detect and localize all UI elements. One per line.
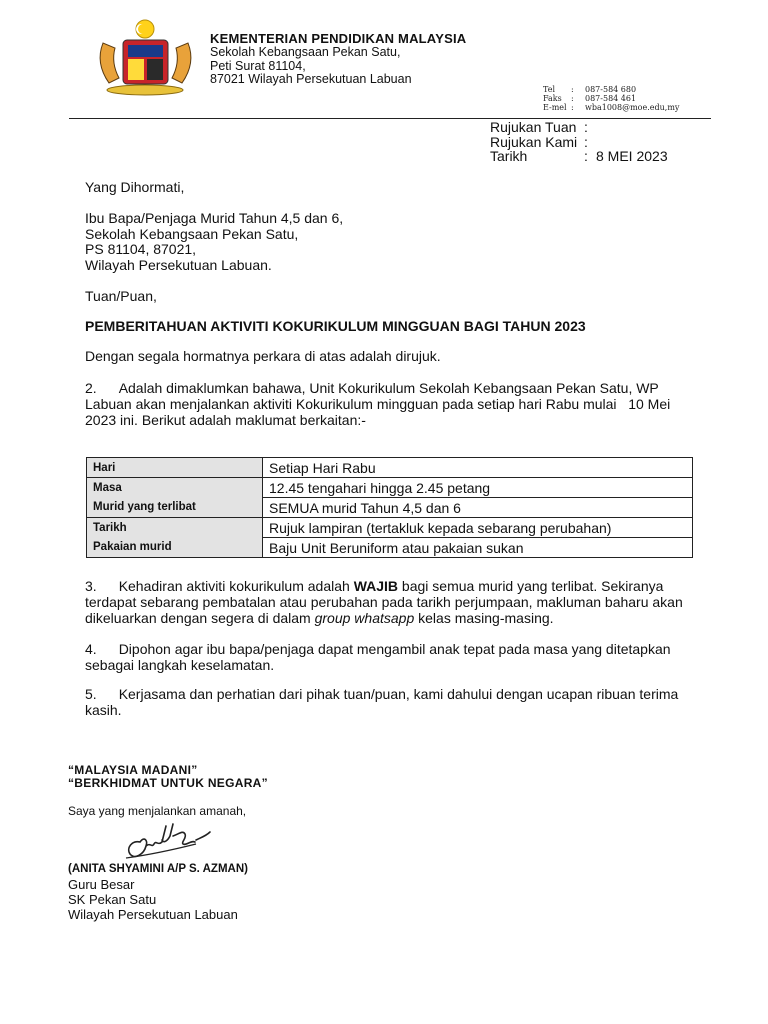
- contact-tel-label: Tel: [543, 85, 556, 94]
- table-value: Setiap Hari Rabu: [263, 458, 693, 478]
- para-line: 2023 ini. Berikut adalah maklumat berkaitan:-: [85, 412, 366, 428]
- slogan-malaysia-madani: “MALAYSIA MADANI”: [68, 763, 198, 777]
- table-row: [87, 518, 693, 538]
- table-row: [87, 498, 693, 518]
- paragraph-1: Dengan segala hormatnya perkara di atas adalah dirujuk.: [85, 348, 441, 364]
- para-line: Adalah dimaklumkan bahawa, Unit Kokurikulum Sekolah Kebangsaan Pekan Satu, WP: [118, 380, 659, 396]
- salutation: Yang Dihormati,: [85, 179, 185, 195]
- rujukan-tuan-label: Rujukan Tuan: [490, 119, 577, 135]
- signatory-title: Wilayah Persekutuan Labuan: [68, 907, 238, 922]
- slogan-berkhidmat: “BERKHIDMAT UNTUK NEGARA”: [68, 776, 268, 790]
- school-address-line: 87021 Wilayah Persekutuan Labuan: [210, 72, 412, 86]
- signatory-title: Guru Besar: [68, 877, 135, 892]
- paragraph-2: [85, 380, 690, 428]
- greeting: Tuan/Puan,: [85, 288, 157, 304]
- signatory-name: (ANITA SHYAMINI A/P S. AZMAN): [68, 863, 248, 875]
- handwritten-signature: [118, 818, 213, 864]
- contact-faks: 087-584 461: [585, 94, 637, 103]
- para-line: Labuan akan menjalankan aktiviti Kokurikulum mingguan pada setiap hari Rabu mulai 10 Mei: [85, 396, 671, 412]
- group-whatsapp-italic: group whatsapp: [314, 610, 415, 626]
- recipient-line: Ibu Bapa/Penjaga Murid Tahun 4,5 dan 6,: [85, 210, 344, 226]
- school-address-line: Sekolah Kebangsaan Pekan Satu,: [210, 45, 401, 59]
- table-key: Pakaian murid: [87, 538, 263, 558]
- para-line: Dipohon agar ibu bapa/penjaga dapat mengambil anak tepat pada masa yang ditetapkan: [118, 641, 671, 657]
- table-value: Baju Unit Beruniform atau pakaian sukan: [263, 538, 693, 558]
- tarikh-value: 8 MEI 2023: [596, 148, 668, 164]
- para-line: kasih.: [85, 702, 122, 718]
- letter-subject: PEMBERITAHUAN AKTIVITI KOKURIKULUM MINGGUAN BAGI TAHUN 2023: [85, 318, 586, 334]
- recipient-line: Sekolah Kebangsaan Pekan Satu,: [85, 226, 299, 242]
- contact-email-label: E-mel: [543, 103, 567, 112]
- para-number: 3.: [85, 578, 97, 594]
- para-number: 2.: [85, 380, 97, 396]
- recipient-line: PS 81104, 87021,: [85, 241, 197, 257]
- table-row: [87, 458, 693, 478]
- recipient-line: Wilayah Persekutuan Labuan.: [85, 257, 272, 273]
- ministry-name: KEMENTERIAN PENDIDIKAN MALAYSIA: [210, 31, 467, 46]
- wajib-emphasis: WAJIB: [353, 578, 399, 594]
- para-number: 5.: [85, 686, 97, 702]
- table-value: Rujuk lampiran (tertakluk kepada sebarang perubahan): [263, 518, 693, 538]
- table-value: 12.45 tengahari hingga 2.45 petang: [263, 478, 693, 498]
- paragraph-4: [85, 641, 690, 673]
- rujukan-kami-label: Rujukan Kami: [490, 134, 578, 150]
- table-key: Tarikh: [87, 518, 263, 538]
- activity-info-table: [86, 457, 693, 558]
- table-row: [87, 478, 693, 498]
- contact-tel: 087-584 680: [585, 85, 637, 94]
- table-key: Masa: [87, 478, 263, 498]
- jata-negara-crest-icon: [93, 18, 198, 96]
- tarikh-label: Tarikh: [490, 148, 528, 164]
- contact-faks-label: Faks: [543, 94, 562, 103]
- para-line: sebagai langkah keselamatan.: [85, 657, 275, 673]
- school-address-line: Peti Surat 81104,: [210, 59, 306, 73]
- signatory-title: SK Pekan Satu: [68, 892, 157, 907]
- table-row: [87, 538, 693, 558]
- table-key: Murid yang terlibat: [87, 498, 263, 518]
- header-divider: [69, 118, 711, 119]
- para-line: terdapat sebarang pembatalan atau perubahan pada tarikh perjumpaan, makluman baharu akan: [85, 594, 683, 610]
- table-key: Hari: [87, 458, 263, 478]
- paragraph-3: 3. Kehadiran aktiviti kokurikulum adalah WAJIB bagi semua murid yang terlibat. Sekiranya terdapat sebarang pembatalan atau perubahan pada tarikh perjumpaan, makluman baharu akan dikeluarkan dengan segera di dalam group whatsapp kelas masing-masing.: [85, 578, 690, 626]
- para-number: 4.: [85, 641, 97, 657]
- closing-line: Saya yang menjalankan amanah,: [68, 804, 247, 818]
- paragraph-5: [85, 686, 690, 718]
- table-value: SEMUA murid Tahun 4,5 dan 6: [263, 498, 693, 518]
- para-line: Kerjasama dan perhatian dari pihak tuan/puan, kami dahului dengan ucapan ribuan terima: [118, 686, 679, 702]
- contact-email: wba1008@moe.edu,my: [585, 103, 680, 112]
